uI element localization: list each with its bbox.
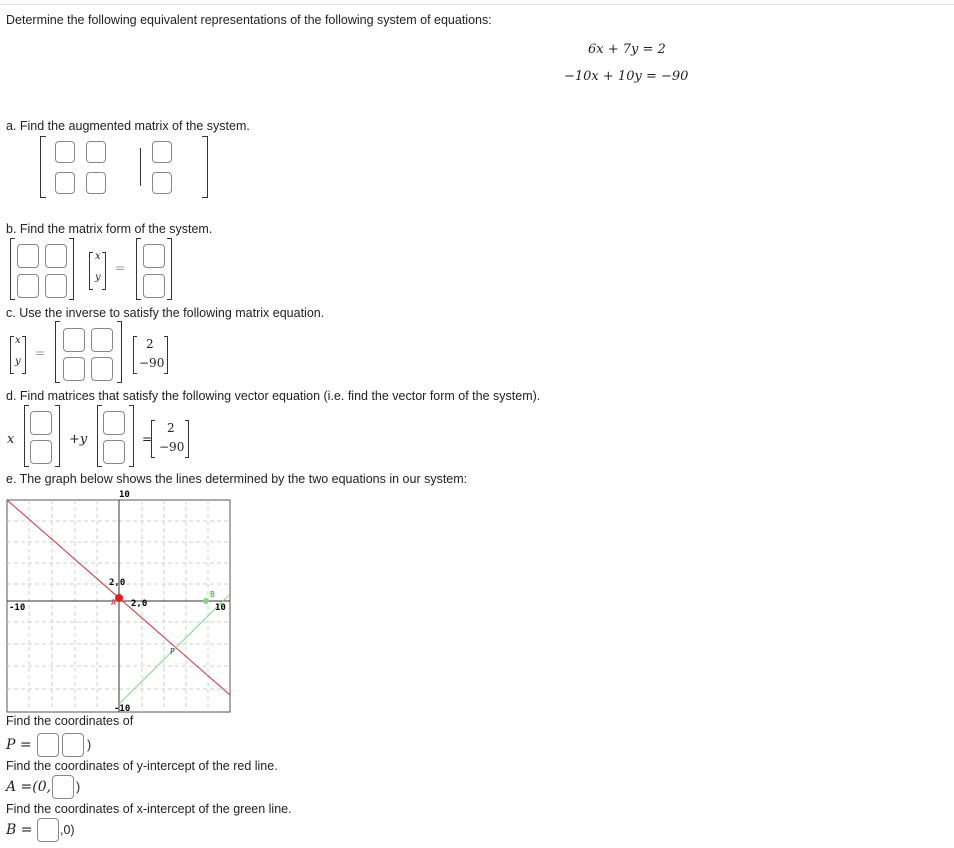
tick-left: -10 xyxy=(9,603,26,613)
c-xy-x: x xyxy=(15,335,21,346)
coef-a11-input[interactable] xyxy=(17,244,39,268)
a-y-input[interactable] xyxy=(52,775,74,799)
intro-text: Determine the following equivalent representations of the following system of equations: xyxy=(6,13,492,27)
coords-p-prompt: Find the coordinates of xyxy=(6,714,134,728)
xy-bracket-right xyxy=(102,252,106,290)
x-intercept-prompt: Find the coordinates of x-intercept of the green line. xyxy=(6,802,292,816)
line-graph xyxy=(0,484,240,716)
label-b: B xyxy=(210,590,215,599)
d-col1-bracket-right xyxy=(55,405,60,467)
c-xy-bracket-left xyxy=(10,336,14,374)
equals-sign: = xyxy=(115,261,126,275)
const-bracket-left xyxy=(136,238,141,300)
part-e-label: e. The graph below shows the lines determined by the two equations in our system: xyxy=(6,472,468,486)
tick-right: 10 xyxy=(215,603,226,613)
d-rhs-bracket-right xyxy=(185,420,189,458)
inv-bracket-right xyxy=(117,321,122,383)
p-close-paren: ) xyxy=(87,738,92,752)
coef-a22-input[interactable] xyxy=(45,274,67,298)
c-xy-y: y xyxy=(15,356,21,367)
inv-bracket-left xyxy=(55,321,60,383)
coef-bracket-left xyxy=(10,238,15,300)
d-equals-sign: = xyxy=(142,432,153,446)
c-xy-bracket-right xyxy=(22,336,26,374)
d-plus-y: +y xyxy=(69,432,88,447)
d-col1-bracket-left xyxy=(24,405,29,467)
aug-bracket-left xyxy=(40,136,46,198)
equation-1: 6x + 7y = 2 xyxy=(588,42,666,57)
const-b2-input[interactable] xyxy=(143,274,165,298)
coef-a21-input[interactable] xyxy=(17,274,39,298)
coef-a12-input[interactable] xyxy=(45,244,67,268)
p-x-input[interactable] xyxy=(37,733,59,757)
coef-bracket-right xyxy=(69,238,74,300)
d-col1-a1-input[interactable] xyxy=(30,411,52,435)
b-x-input[interactable] xyxy=(37,818,59,842)
c-rhs-bracket-right xyxy=(164,336,168,374)
aug-a22-input[interactable] xyxy=(86,172,106,194)
tick-top: 10 xyxy=(119,490,130,500)
d-x-var: x xyxy=(7,432,15,447)
inv-a12-input[interactable] xyxy=(91,328,113,352)
d-rhs-bracket-left xyxy=(151,420,155,458)
a-label: A =(0, xyxy=(6,779,52,795)
d-col2-a2-input[interactable] xyxy=(103,440,125,464)
const-bracket-right xyxy=(167,238,172,300)
d-col2-a1-input[interactable] xyxy=(103,411,125,435)
part-b-label: b. Find the matrix form of the system. xyxy=(6,222,213,236)
a-close-paren: ) xyxy=(76,780,81,794)
xy-bracket-left xyxy=(89,252,93,290)
const-b1-input[interactable] xyxy=(143,244,165,268)
d-col2-bracket-right xyxy=(129,405,134,467)
p-label: P = xyxy=(6,737,32,753)
d-rhs-2: −90 xyxy=(159,440,185,454)
aug-a11-input[interactable] xyxy=(55,141,75,163)
annot-x: 2,0 xyxy=(131,599,148,609)
top-divider xyxy=(0,4,954,5)
y-intercept-prompt: Find the coordinates of y-intercept of the red line. xyxy=(6,759,278,773)
b-label: B = xyxy=(6,822,33,838)
label-p: P xyxy=(170,647,175,656)
xy-y: y xyxy=(95,272,101,283)
aug-b2-input[interactable] xyxy=(152,172,172,194)
aug-bracket-right xyxy=(202,136,208,198)
b-suffix: ,0) xyxy=(60,823,75,837)
inv-a11-input[interactable] xyxy=(63,328,85,352)
label-a: A xyxy=(111,598,116,607)
aug-divider xyxy=(140,148,141,186)
part-a-label: a. Find the augmented matrix of the system. xyxy=(6,119,250,133)
c-rhs-2: −90 xyxy=(139,356,165,370)
d-col1-a2-input[interactable] xyxy=(30,440,52,464)
aug-a12-input[interactable] xyxy=(86,141,106,163)
part-c-label: c. Use the inverse to satisfy the following matrix equation. xyxy=(6,306,325,320)
equation-2: −10x + 10y = −90 xyxy=(564,69,689,84)
annot-y: 2,0 xyxy=(109,578,126,588)
p-y-input[interactable] xyxy=(62,733,84,757)
aug-b1-input[interactable] xyxy=(152,141,172,163)
d-col2-bracket-left xyxy=(97,405,102,467)
d-rhs-1: 2 xyxy=(167,421,175,435)
c-equals-sign: = xyxy=(35,346,46,360)
part-d-label: d. Find matrices that satisfy the following vector equation (i.e. find the vector form of the system). xyxy=(6,389,541,403)
aug-a21-input[interactable] xyxy=(55,172,75,194)
xy-x: x xyxy=(95,251,101,262)
inv-a21-input[interactable] xyxy=(63,357,85,381)
point-a-marker xyxy=(115,594,123,602)
c-rhs-bracket-left xyxy=(133,336,137,374)
inv-a22-input[interactable] xyxy=(91,357,113,381)
c-rhs-1: 2 xyxy=(146,337,154,351)
tick-bottom: -10 xyxy=(114,704,131,714)
point-b-marker xyxy=(203,598,209,604)
